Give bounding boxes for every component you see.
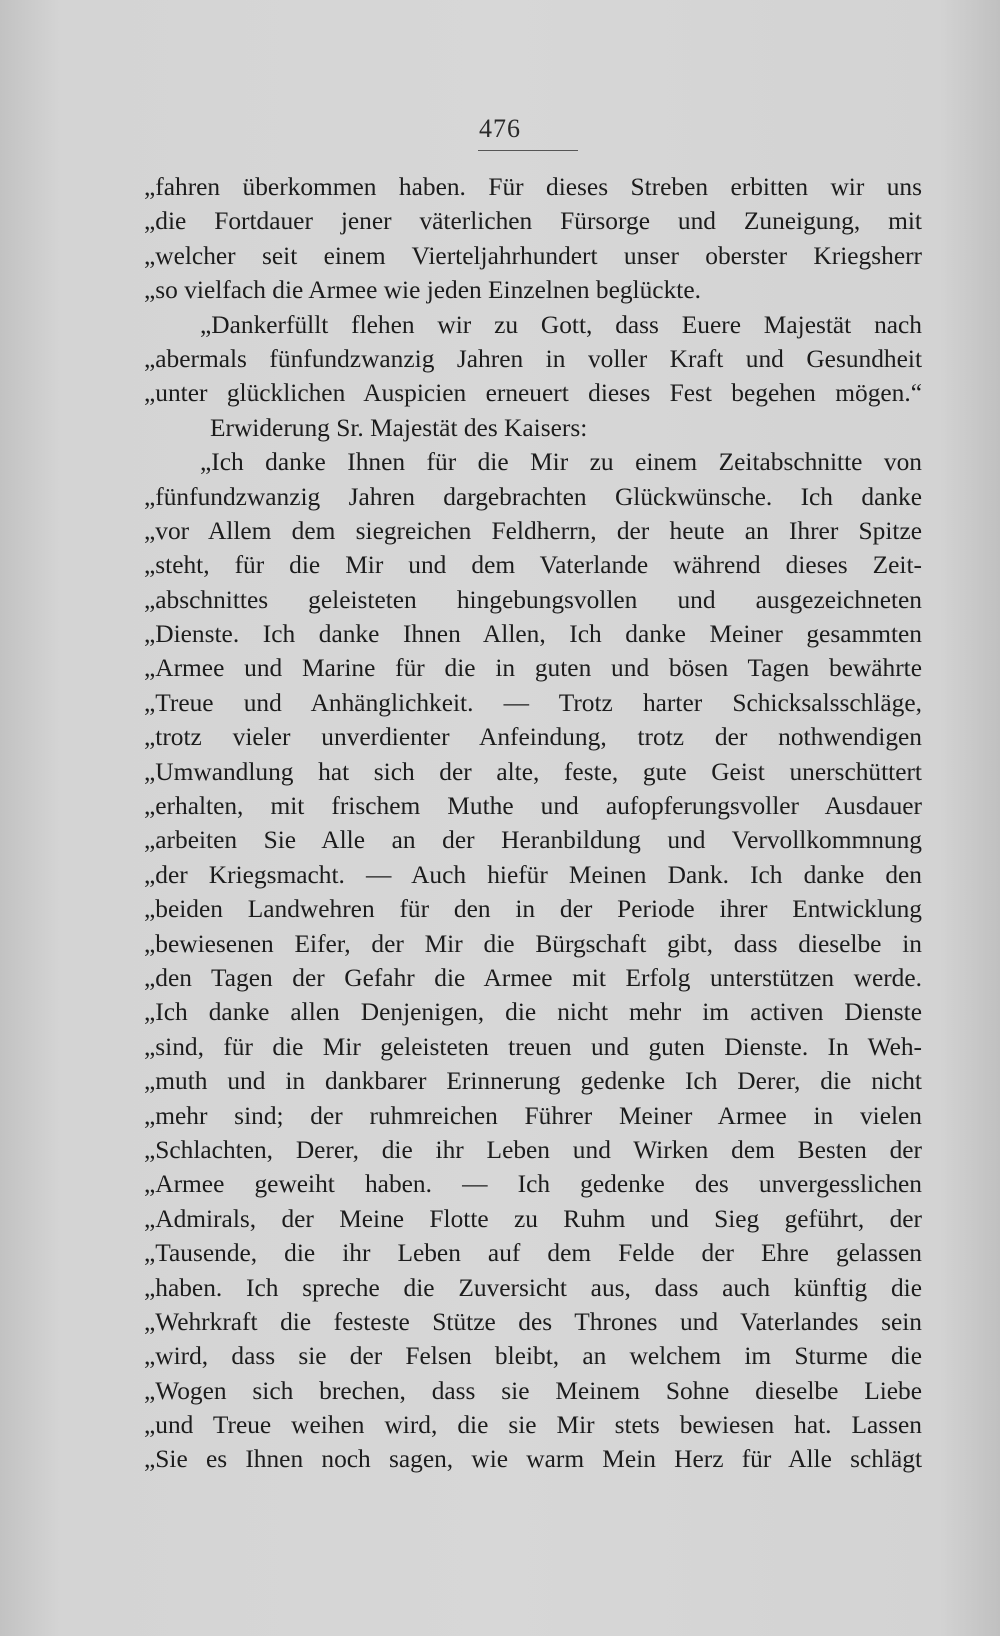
text-line: „trotz vieler unverdienter Anfeindung, trotz der nothwendigen bbox=[144, 723, 922, 752]
text-line: „fünfundzwanzig Jahren dargebrachten Glückwünsche. Ich danke bbox=[144, 482, 922, 511]
text-line: „Schlachten, Derer, die ihr Leben und Wirken dem Besten der bbox=[144, 1135, 922, 1164]
text-line: „Wogen sich brechen, dass sie Meinem Sohne dieselbe Liebe bbox=[144, 1376, 922, 1405]
text-line: „wird, dass sie der Felsen bleibt, an welchem im Sturme die bbox=[144, 1342, 922, 1371]
text-line: „den Tagen der Gefahr die Armee mit Erfolg unterstützen werde. bbox=[144, 963, 922, 992]
text-line: „Treue und Anhänglichkeit. — Trotz harter Schicksalsschläge, bbox=[144, 688, 922, 717]
text-line: „so vielfach die Armee wie jeden Einzelnen beglückte. bbox=[144, 276, 701, 305]
text-line: „Dienste. Ich danke Ihnen Allen, Ich danke Meiner gesammten bbox=[144, 620, 922, 649]
section-heading: Erwiderung Sr. Majestät des Kaisers: bbox=[210, 413, 588, 442]
text-line: „bewiesenen Eifer, der Mir die Bürgschaft gibt, dass dieselbe in bbox=[144, 929, 922, 958]
text-line: „beiden Landwehren für den in der Periode ihrer Entwicklung bbox=[144, 895, 922, 924]
text-line: „mehr sind; der ruhmreichen Führer Meiner Armee in vielen bbox=[144, 1101, 922, 1130]
text-line: „welcher seit einem Vierteljahrhundert unser oberster Kriegsherr bbox=[144, 241, 922, 270]
page-number: 476 bbox=[479, 114, 521, 143]
text-line: „Tausende, die ihr Leben auf dem Felde der Ehre gelassen bbox=[144, 1239, 922, 1268]
body-text bbox=[144, 170, 922, 1477]
text-line: „sind, für die Mir geleisteten treuen und guten Dienste. In Weh- bbox=[144, 1032, 922, 1061]
text-line: „steht, für die Mir und dem Vaterlande während dieses Zeit- bbox=[144, 551, 922, 580]
header-rule bbox=[478, 150, 578, 151]
text-line: „Armee geweiht haben. — Ich gedenke des unvergesslichen bbox=[144, 1170, 922, 1199]
text-line: „der Kriegsmacht. — Auch hiefür Meinen Dank. Ich danke den bbox=[144, 860, 922, 889]
text-line: „Dankerfüllt flehen wir zu Gott, dass Euere Majestät nach bbox=[200, 310, 922, 339]
text-line: „arbeiten Sie Alle an der Heranbildung und Vervollkommnung bbox=[144, 826, 922, 855]
text-line: „abschnittes geleisteten hingebungsvollen und ausgezeichneten bbox=[144, 585, 922, 614]
text-line: „Armee und Marine für die in guten und bösen Tagen bewährte bbox=[144, 654, 922, 683]
text-line: „Wehrkraft die festeste Stütze des Thrones und Vaterlandes sein bbox=[144, 1307, 922, 1336]
text-line: „Ich danke allen Denjenigen, die nicht mehr im activen Dienste bbox=[144, 998, 922, 1027]
text-line: „muth und in dankbarer Erinnerung gedenke Ich Derer, die nicht bbox=[144, 1067, 922, 1096]
text-line: „haben. Ich spreche die Zuversicht aus, dass auch künftig die bbox=[144, 1273, 922, 1302]
text-line: „abermals fünfundzwanzig Jahren in voller Kraft und Gesundheit bbox=[144, 344, 922, 373]
text-line: „die Fortdauer jener väterlichen Fürsorge und Zuneigung, mit bbox=[144, 207, 922, 236]
text-line: „und Treue weihen wird, die sie Mir stets bewiesen hat. Lassen bbox=[144, 1411, 922, 1440]
text-line: „Umwandlung hat sich der alte, feste, gute Geist unerschüttert bbox=[144, 757, 922, 786]
text-line: „unter glücklichen Auspicien erneuert dieses Fest begehen mögen.“ bbox=[144, 379, 922, 408]
text-line: „Sie es Ihnen noch sagen, wie warm Mein Herz für Alle schlägt bbox=[144, 1445, 922, 1474]
text-line: „Admirals, der Meine Flotte zu Ruhm und Sieg geführt, der bbox=[144, 1204, 922, 1233]
text-line: „vor Allem dem siegreichen Feldherrn, der heute an Ihrer Spitze bbox=[144, 516, 922, 545]
text-line: „fahren überkommen haben. Für dieses Streben erbitten wir uns bbox=[144, 173, 922, 201]
text-line: „Ich danke Ihnen für die Mir zu einem Zeitabschnitte von bbox=[200, 448, 922, 477]
text-line: „erhalten, mit frischem Muthe und aufopferungsvoller Ausdauer bbox=[144, 792, 922, 821]
